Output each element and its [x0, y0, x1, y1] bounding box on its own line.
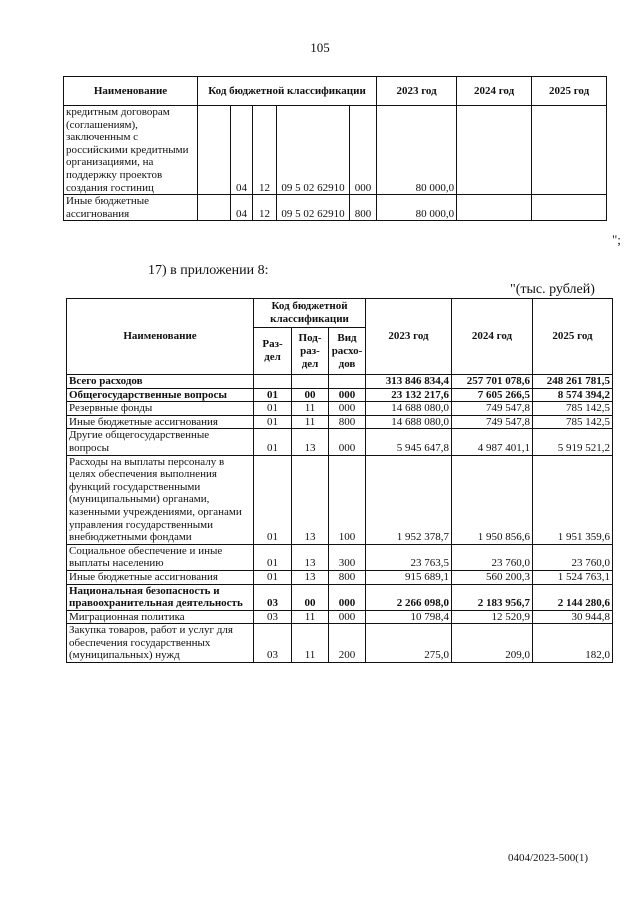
row-2025: 30 944,8 [533, 610, 613, 624]
table-row [67, 544, 613, 570]
row-2025 [532, 195, 607, 221]
row-name: Резервные фонды [67, 402, 254, 416]
header-name: Наименование [67, 299, 254, 375]
row-vid: 800 [329, 570, 366, 584]
row-vid: 000 [329, 584, 366, 610]
row-vid: 000 [329, 610, 366, 624]
row-2025 [532, 106, 607, 195]
row-razdel: 01 [254, 544, 292, 570]
row-name: Иные бюджетные ассигнования [64, 195, 198, 221]
row-vid: 000 [329, 402, 366, 416]
row-2023: 1 952 378,7 [366, 455, 452, 544]
row-razdel: 01 [254, 570, 292, 584]
row-podrazdel: 13 [292, 544, 329, 570]
header-2025: 2025 год [533, 299, 613, 375]
table-row [67, 402, 613, 416]
row-2023: 80 000,0 [377, 195, 457, 221]
row-2023: 23 132 217,6 [366, 388, 452, 402]
annex-heading: 17) в приложении 8: [148, 263, 269, 278]
row-2025: 182,0 [533, 624, 613, 663]
header-code: Код бюджетной классификации [198, 77, 377, 106]
row-2024: 1 950 856,6 [452, 455, 533, 544]
row-2023: 80 000,0 [377, 106, 457, 195]
row-2025: 1 951 359,6 [533, 455, 613, 544]
row-podrazdel: 12 [253, 195, 277, 221]
row-2024 [457, 106, 532, 195]
row-2023: 915 689,1 [366, 570, 452, 584]
row-name: Иные бюджетные ассигнования [67, 570, 254, 584]
table-body [67, 375, 613, 663]
table-row [67, 429, 613, 455]
row-podrazdel: 11 [292, 402, 329, 416]
row-razdel: 01 [254, 429, 292, 455]
row-2023: 5 945 647,8 [366, 429, 452, 455]
row-2024: 749 547,8 [452, 415, 533, 429]
row-2023: 313 846 834,4 [366, 375, 452, 389]
row-razdel: 03 [254, 624, 292, 663]
header-2024: 2024 год [452, 299, 533, 375]
expenditures-table [66, 298, 613, 663]
document-code: 0404/2023-500(1) [508, 852, 589, 864]
row-2024: 209,0 [452, 624, 533, 663]
page-number: 105 [310, 40, 330, 55]
row-name: Миграционная политика [67, 610, 254, 624]
row-name: Иные бюджетные ассигнования [67, 415, 254, 429]
row-vid: 000 [350, 106, 377, 195]
row-name: Всего расходов [67, 375, 254, 389]
row-2024: 749 547,8 [452, 402, 533, 416]
row-razdel: 03 [254, 610, 292, 624]
row-podrazdel: 13 [292, 570, 329, 584]
row-2025: 8 574 394,2 [533, 388, 613, 402]
row-2024: 23 760,0 [452, 544, 533, 570]
row-podrazdel: 13 [292, 455, 329, 544]
row-razdel: 04 [231, 195, 253, 221]
header-podrazdel: Под-раз-дел [292, 328, 329, 375]
row-csr: 09 5 02 62910 [277, 195, 350, 221]
table-row [67, 375, 613, 389]
row-podrazdel: 13 [292, 429, 329, 455]
header-2025: 2025 год [532, 77, 607, 106]
table-row [64, 106, 607, 195]
row-2025: 2 144 280,6 [533, 584, 613, 610]
row-vid: 000 [329, 388, 366, 402]
row-razdel: 01 [254, 455, 292, 544]
row-podrazdel [292, 375, 329, 389]
table-row [67, 455, 613, 544]
row-vid: 800 [329, 415, 366, 429]
row-2023: 10 798,4 [366, 610, 452, 624]
row-podrazdel: 11 [292, 415, 329, 429]
row-2024: 2 183 956,7 [452, 584, 533, 610]
row-vid: 000 [329, 429, 366, 455]
row-razdel: 04 [231, 106, 253, 195]
row-2025: 5 919 521,2 [533, 429, 613, 455]
row-name: Другие общегосударственные вопросы [67, 429, 254, 455]
row-2025: 248 261 781,5 [533, 375, 613, 389]
row-vid [329, 375, 366, 389]
continuation-table [63, 76, 607, 221]
row-podrazdel: 11 [292, 610, 329, 624]
empty-cell [198, 106, 231, 195]
header-2024: 2024 год [457, 77, 532, 106]
row-podrazdel: 12 [253, 106, 277, 195]
row-name: Закупка товаров, работ и услуг для обеспечения государственных (муниципальных) нужд [67, 624, 254, 663]
table-row [67, 415, 613, 429]
header-code-group: Код бюджетной классификации [254, 299, 366, 328]
header-2023: 2023 год [366, 299, 452, 375]
row-razdel: 03 [254, 584, 292, 610]
table-row [67, 624, 613, 663]
row-2024 [457, 195, 532, 221]
row-2025: 785 142,5 [533, 402, 613, 416]
row-razdel: 01 [254, 402, 292, 416]
table-row [67, 388, 613, 402]
row-2024: 4 987 401,1 [452, 429, 533, 455]
row-podrazdel: 00 [292, 584, 329, 610]
row-podrazdel: 11 [292, 624, 329, 663]
row-name: Общегосударственные вопросы [67, 388, 254, 402]
row-2024: 12 520,9 [452, 610, 533, 624]
row-podrazdel: 00 [292, 388, 329, 402]
table-row [67, 610, 613, 624]
row-razdel [254, 375, 292, 389]
row-2023: 2 266 098,0 [366, 584, 452, 610]
table-row [67, 584, 613, 610]
table-row [67, 570, 613, 584]
closing-quote-mark: "; [612, 232, 621, 247]
row-vid: 800 [350, 195, 377, 221]
row-razdel: 01 [254, 415, 292, 429]
row-2023: 275,0 [366, 624, 452, 663]
row-2023: 14 688 080,0 [366, 402, 452, 416]
header-2023: 2023 год [377, 77, 457, 106]
empty-cell [198, 195, 231, 221]
row-2024: 257 701 078,6 [452, 375, 533, 389]
row-name: Национальная безопасность и правоохранительная деятельность [67, 584, 254, 610]
table-row [64, 195, 607, 221]
row-razdel: 01 [254, 388, 292, 402]
units-note: "(тыс. рублей) [510, 282, 595, 297]
row-2025: 1 524 763,1 [533, 570, 613, 584]
row-2025: 23 760,0 [533, 544, 613, 570]
header-vid: Вид расхо-дов [329, 328, 366, 375]
row-2024: 560 200,3 [452, 570, 533, 584]
header-razdel: Раз-дел [254, 328, 292, 375]
row-2025: 785 142,5 [533, 415, 613, 429]
row-vid: 200 [329, 624, 366, 663]
row-2023: 23 763,5 [366, 544, 452, 570]
row-vid: 100 [329, 455, 366, 544]
row-name: кредитным договорам (соглашениям), заключенным с российскими кредитными организациями, на поддержку проектов создания гостиниц [64, 106, 198, 195]
table-header-row [64, 77, 607, 106]
row-2023: 14 688 080,0 [366, 415, 452, 429]
row-2024: 7 605 266,5 [452, 388, 533, 402]
header-name: Наименование [64, 77, 198, 106]
row-name: Расходы на выплаты персоналу в целях обеспечения выполнения функций государственными (муниципальными) органами, казенными учреждениями, органами управления государственными внебюджетными фондами [67, 455, 254, 544]
row-name: Социальное обеспечение и иные выплаты населению [67, 544, 254, 570]
row-csr: 09 5 02 62910 [277, 106, 350, 195]
table-header-row [67, 299, 613, 328]
row-vid: 300 [329, 544, 366, 570]
